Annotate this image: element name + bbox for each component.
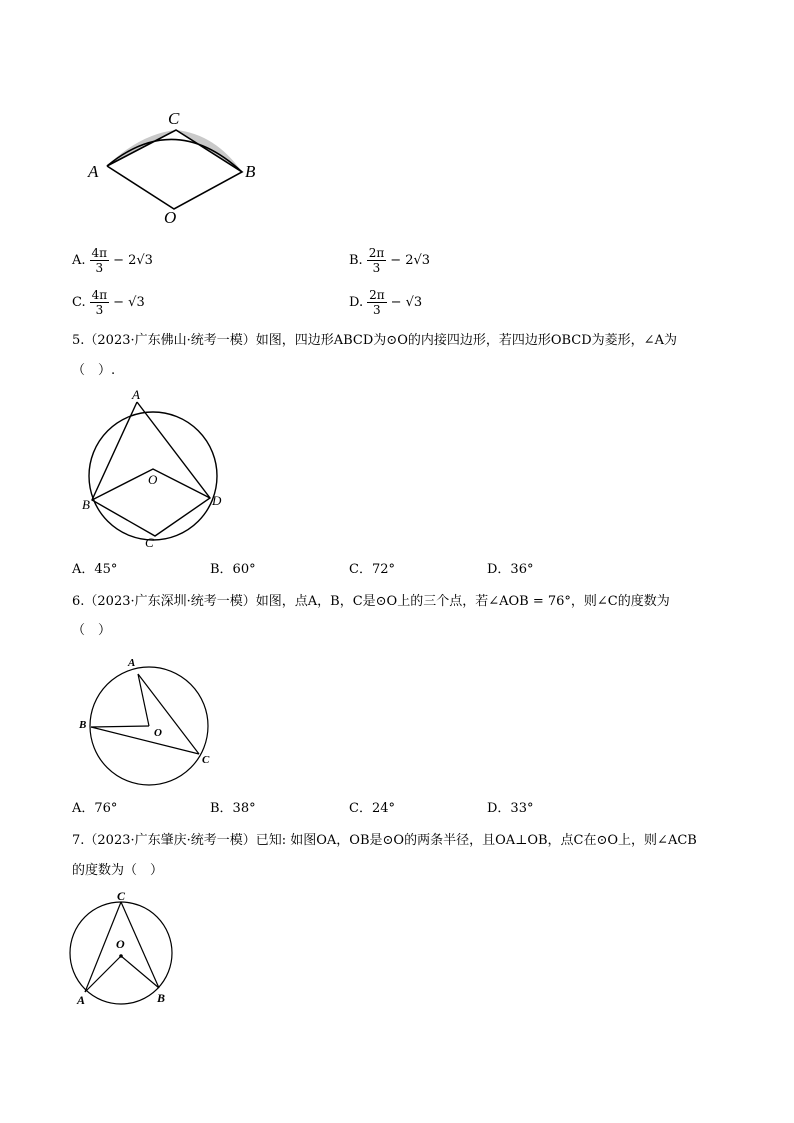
option-rest: − 2√3 [113, 253, 153, 268]
segment-cb [121, 902, 159, 988]
fraction: $\frac{4\pi}{3}$ [91, 288, 108, 317]
segment-oa [85, 956, 121, 992]
q6-figure [88, 660, 218, 790]
q5-option-c[interactable]: C．72° [349, 562, 395, 577]
q4-option-b[interactable] [349, 246, 430, 275]
label-B: B [157, 991, 166, 1005]
option-rest: − √3 [390, 295, 423, 310]
label-O: O [154, 727, 162, 739]
label-A: A [88, 162, 99, 181]
label-B: B [82, 497, 90, 512]
segment-ac [138, 674, 199, 754]
q7-stem-line1: 7.（2023·广东肇庆·统考一模）已知: 如图OA，OB是⊙O的两条半径，且OA⊥OB，点C在⊙O上，则∠ACB [72, 833, 697, 848]
label-B: B [79, 719, 87, 731]
segment-ob [91, 726, 149, 727]
label-A: A [132, 387, 140, 402]
label-D: D [212, 493, 222, 508]
label-C: C [168, 109, 180, 128]
q4-option-a[interactable] [72, 246, 153, 275]
label-O: O [116, 937, 125, 951]
q4-option-d[interactable] [349, 288, 422, 317]
fraction: $\frac{2\pi}{3}$ [368, 246, 385, 275]
option-rest: − 2√3 [390, 253, 431, 268]
q6-option-c[interactable]: C．24° [349, 801, 395, 816]
q6-option-b[interactable]: B．38° [210, 801, 256, 816]
fraction: $\frac{4\pi}{3}$ [91, 246, 108, 275]
q4-option-c[interactable] [72, 288, 145, 317]
label-O: O [164, 208, 177, 227]
option-letter: B. [349, 253, 363, 268]
label-C: C [145, 535, 154, 550]
q5-stem-line1: 5.（2023·广东佛山·统考一模）如图，四边形ABCD为⊙O的内接四边形，若四边形OBCD为菱形，∠A为 [72, 333, 677, 348]
q6-option-d[interactable]: D．33° [487, 801, 534, 816]
option-letter: C. [72, 295, 86, 310]
option-rest: − √3 [113, 295, 145, 310]
q7-stem-line2: 的度数为（ ） [72, 863, 164, 878]
segment-bc [91, 727, 199, 754]
q5-option-a[interactable]: A．45° [72, 562, 118, 577]
label-O: O [148, 472, 158, 487]
label-A: A [77, 993, 86, 1007]
option-letter: A. [72, 253, 86, 268]
q5-stem-line2: （ ）. [72, 363, 116, 378]
q5-option-d[interactable]: D．36° [487, 562, 534, 577]
rhombus-oacb [107, 130, 242, 209]
label-C: C [202, 754, 210, 766]
label-A: A [128, 657, 136, 669]
fraction: $\frac{2\pi}{3}$ [369, 288, 385, 317]
q6-stem-line1: 6.（2023·广东深圳·统考一模）如图，点A，B，C是⊙O上的三个点，若∠AOB = 76°，则∠C的度数为 [72, 594, 670, 609]
quad-abcd [92, 402, 210, 536]
q6-stem-line2: （ ） [72, 623, 112, 638]
label-C: C [117, 889, 126, 903]
option-letter: D. [349, 295, 364, 310]
q5-figure [82, 390, 232, 550]
segment-ob [121, 956, 159, 988]
q5-option-b[interactable]: B．60° [210, 562, 256, 577]
circle-o [70, 902, 172, 1004]
center-dot [119, 954, 123, 958]
q6-option-a[interactable]: A．76° [72, 801, 118, 816]
label-B: B [245, 162, 256, 181]
